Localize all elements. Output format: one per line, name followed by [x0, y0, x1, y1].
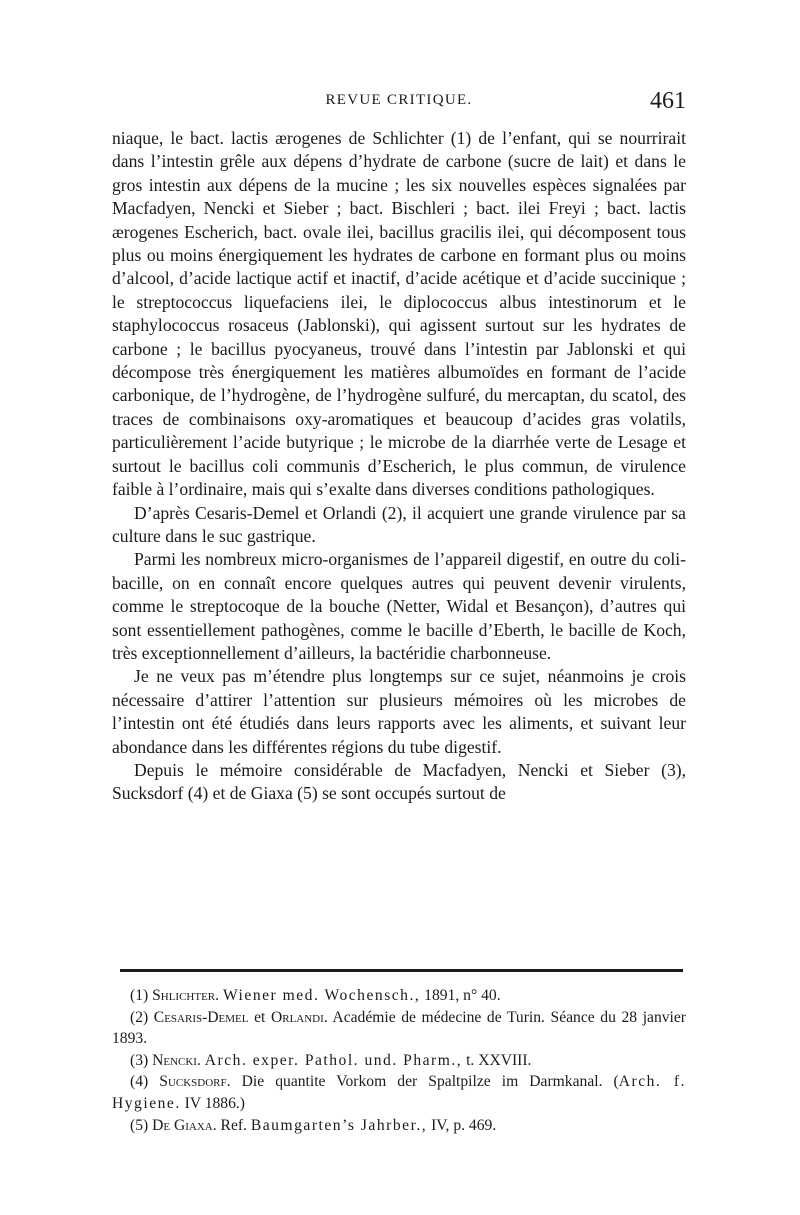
footnote-author: Sucksdorf.	[159, 1073, 231, 1091]
footnote-author: Nencki.	[152, 1051, 201, 1069]
footnote-text: Académie de médecine de Turin. Séance du 28 janvier 1893.	[112, 1008, 686, 1048]
paragraph: D’après Cesaris-Demel et Orlandi (2), il acquiert une grande virulence par sa culture dans le suc gastrique.	[112, 502, 686, 546]
footnote-text: Die quantite Vorkom der Spaltpilze im Darmkanal. (	[230, 1073, 619, 1091]
footnote-text: IV 1886.)	[180, 1094, 245, 1112]
paragraph: Parmi les nombreux micro-organismes de l’appareil digestif, en outre du coli-bacille, on en connaît encore quelques autres qui peuvent devenir virulents, comme le streptocoque de la bouche (Netter, Widal et Besançon), d’autres qui sont essentiellement pathogènes, comme le bacille d’Eberth, le bacille de Koch, très exceptionnellement d’ailleurs, la bactéridie charbonneuse.	[112, 549, 686, 663]
footnote-work: Baumgarten’s Jahrber.,	[250, 1116, 428, 1134]
footnote-author: Cesaris-Demel	[153, 1008, 249, 1026]
footnote-work: Arch. exper. Pathol. und. Pharm.,	[204, 1051, 463, 1069]
running-title: REVUE CRITIQUE.	[325, 92, 473, 108]
footnote-number: (3)	[130, 1051, 149, 1069]
footnote-work: Wiener med. Wochensch.,	[222, 987, 421, 1004]
footnote-number: (2)	[130, 1008, 149, 1026]
body-text	[112, 127, 686, 806]
paragraph: Depuis le mémoire considérable de Macfadyen, Nencki et Sieber (3), Sucksdorf (4) et de Giaxa (5) se sont occupés surtout de	[112, 759, 686, 804]
footnote-text: et	[248, 1008, 271, 1026]
footnotes	[112, 985, 686, 1136]
footnote-text: t. XXVIII.	[462, 1051, 532, 1069]
page-header	[112, 88, 686, 120]
footnote-text: IV, p. 469.	[427, 1116, 497, 1134]
footnote-5	[112, 1115, 686, 1137]
footnote-number: (1)	[130, 987, 149, 1004]
footnote-author: Orlandi.	[270, 1008, 328, 1026]
footnote-text: Ref.	[216, 1116, 251, 1134]
footnote-3	[112, 1050, 686, 1072]
footnote-separator	[120, 969, 683, 972]
footnote-work: Arch. f. Hygiene.	[112, 1073, 686, 1112]
footnote-1	[112, 985, 686, 1007]
paragraph: Je ne veux pas m’étendre plus longtemps sur ce sujet, néanmoins je crois nécessaire d’attirer l’attention sur plusieurs mémoires où les microbes de l’intestin ont été étudiés dans leurs rapports avec les aliments, et suivant leur abondance dans les différentes régions du tube digestif.	[112, 666, 686, 757]
page-number: 461	[650, 88, 686, 114]
footnote-author: Shlichter.	[152, 987, 220, 1004]
paragraph: niaque, le bact. lactis ærogenes de Schlichter (1) de l’enfant, qui se nourrirait dans l’intestin grêle aux dépens d’hydrate de carbone (sucre de lait) et dans le gros intestin aux dépens de la mucine ; les six nouvelles espèces signalées par Macfadyen, Nencki et Sieber ; bact. Bischleri ; bact. ilei Freyi ; bact. lactis ærogenes Escherich, bact. ovale ilei, bacillus gracilis ilei, qui décomposent tous plus ou moins énergiquement les hydrates de carbone en formant plus ou moins d’alcool, d’acide lactique actif et inactif, d’acide acétique et d’acide succinique ; le streptococcus liquefaciens ilei, le diplococcus albus intestinorum et le staphylococcus rosaceus (Jablonski), qui agissent surtout sur les hydrates de carbone ; le bacillus pyocyaneus, trouvé dans l’intestin par Jablonski et qui décompose très énergiquement les matières albumoïdes en formant de l’acide carbonique, de l’hydrogène, de l’hydrogène sulfuré, du mercaptan, du scatol, des traces de combinaisons oxy-aromatiques et beaucoup d’acides gras volatils, particulièrement l’acide butyrique ; le microbe de la diarrhée verte de Lesage et surtout le bacillus coli communis d’Escherich, le plus commun, de virulence faible à l’ordinaire, mais qui s’exalte dans diverses conditions pathologiques.	[112, 128, 686, 500]
footnote-2	[112, 1007, 686, 1050]
footnote-number: (5)	[130, 1116, 149, 1134]
footnote-text: 1891, n° 40.	[420, 987, 501, 1004]
footnote-author: De Giaxa.	[152, 1116, 217, 1134]
footnote-number: (4)	[130, 1073, 149, 1091]
footnote-4	[112, 1071, 686, 1114]
